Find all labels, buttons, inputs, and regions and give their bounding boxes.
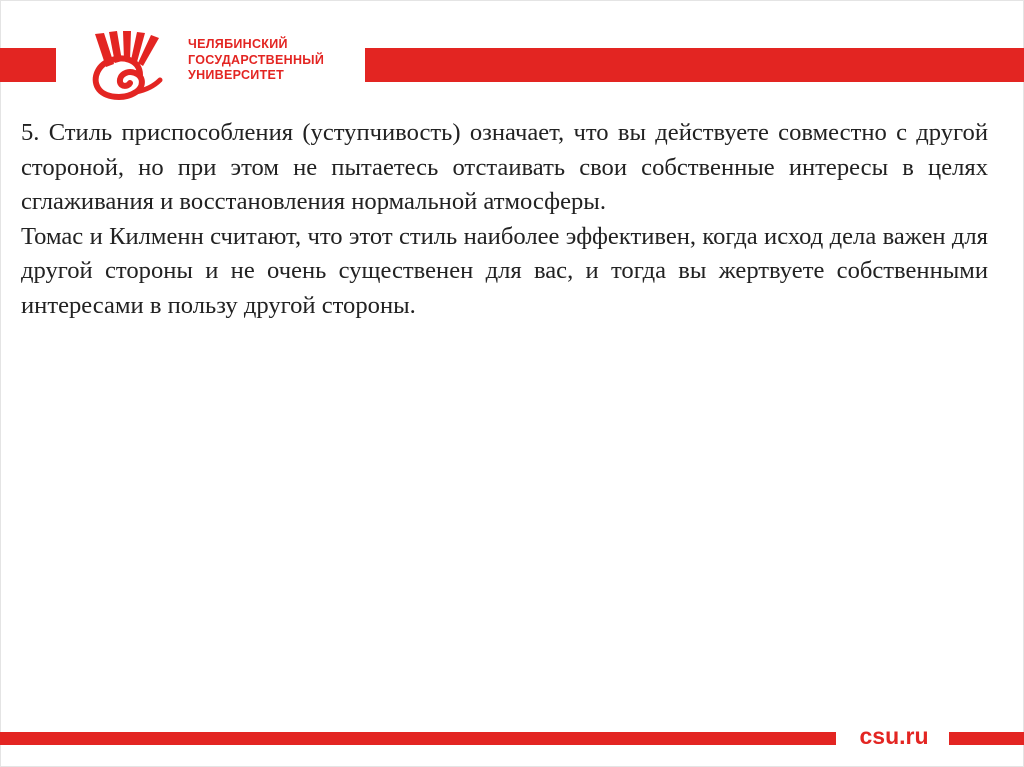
footer-bar-left: [0, 732, 836, 745]
university-name-line-1: ЧЕЛЯБИНСКИЙ: [188, 37, 288, 51]
header-bar-left: [0, 48, 56, 82]
university-name-line-2: ГОСУДАРСТВЕННЫЙ: [188, 52, 325, 67]
university-name: [188, 37, 324, 84]
paragraph-1: 5. Стиль приспособления (уступчивость) означает, что вы действуете совместно с другой стороной, но при этом не пытаетесь отстаивать свои собственные интересы в целях сглаживания и восстановления нормальной атмосферы.: [21, 119, 988, 216]
footer-bar-right: [949, 732, 1024, 745]
paragraph-2: Томас и Килменн считают, что этот стиль наиболее эффективен, когда исход дела важен для другой стороны и не очень существенен для вас, и тогда вы жертвуете собственными интересами в пользу другой стороны.: [21, 222, 988, 319]
header-bar-right: [365, 48, 1024, 82]
slide-body: [21, 116, 988, 324]
site-link[interactable]: csu.ru: [859, 723, 929, 749]
university-name-line-3: УНИВЕРСИТЕТ: [188, 68, 285, 82]
university-emblem-icon: [80, 30, 176, 100]
